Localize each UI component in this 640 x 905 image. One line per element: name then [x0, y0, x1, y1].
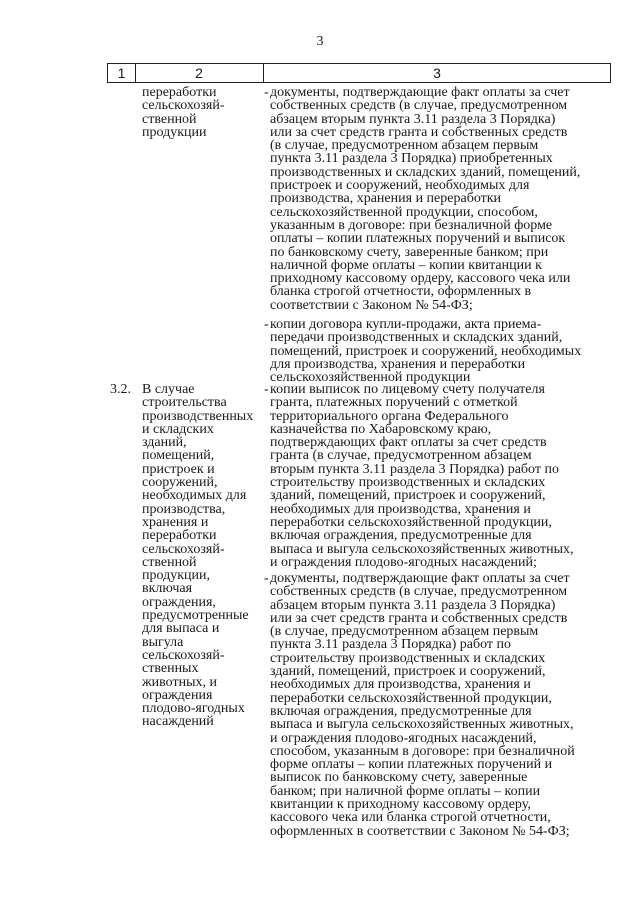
text-line: банком; при наличной форме оплаты – копии [270, 783, 541, 799]
text-line: и ограждения плодово-ягодных насаждений, [270, 730, 537, 746]
text-line: продукции [142, 124, 207, 140]
text-line: зданий, помещений, пристроек и сооружений, [270, 488, 546, 504]
header-col-3: 3 [433, 65, 441, 81]
table-header-row [107, 63, 611, 83]
text-line: (в случае, предусмотренном абзацем первым [270, 138, 539, 154]
text-line: выпаса и выгула сельскохозяйственных животных, [270, 717, 574, 733]
list-bullet: - [264, 317, 269, 332]
text-line: переработки [142, 85, 217, 100]
text-line: документы, подтверждающие факт оплаты за счет [270, 571, 570, 586]
text-line: квитанции к приходному кассовому ордеру, [270, 797, 531, 813]
text-line: территориального органа Федерального [270, 408, 509, 424]
text-line: переработки [142, 528, 217, 544]
text-line: гранта (в случае, предусмотренном абзацем [270, 448, 532, 464]
text-line: переработки сельскохозяйственной продукции, [270, 514, 552, 530]
text-line: выгула [142, 634, 184, 650]
text-line: производственных и складских зданий, помещений, [270, 164, 581, 180]
text-line: строительства [142, 395, 227, 411]
text-line: зданий, помещений, пристроек и сооружений, [270, 664, 546, 680]
text-line: сельскохозяй- [142, 647, 225, 663]
text-line: ограждения [142, 687, 213, 703]
text-line: необходимых для производства, хранения и [270, 677, 531, 693]
text-line: по банковскому счету, заверенные банком; при [270, 244, 549, 260]
text-line: или за счет средств гранта и собственных средств [270, 610, 568, 626]
text-line: производства, [142, 501, 226, 517]
text-line: способом, указанным в договоре: при безналичной [270, 743, 575, 759]
text-line: форме оплаты – копии платежных поручений и [270, 757, 553, 773]
list-bullet: - [264, 382, 269, 397]
text-line: приходному кассовому ордеру, кассового чека или [270, 271, 571, 287]
text-line: подтверждающих факт оплаты за счет средств [270, 435, 547, 451]
list-bullet: - [264, 571, 269, 586]
row-number: 3.2. [110, 382, 131, 397]
text-line: для выпаса и [142, 621, 220, 637]
text-line: пристроек и [142, 461, 215, 477]
text-line: необходимых для [142, 488, 247, 504]
text-line: пристроек и сооружений, необходимых для [270, 178, 530, 194]
text-line: включая [142, 581, 193, 597]
text-line: документы, подтверждающие факт оплаты за счет [270, 85, 570, 100]
text-line: переработки сельскохозяйственной продукции, [270, 690, 552, 706]
text-line: сельскохозяйственной продукции [270, 370, 471, 386]
text-line: насаждений [142, 714, 214, 730]
text-line: и ограждения плодово-ягодных насаждений; [270, 554, 537, 570]
row-description [142, 383, 262, 729]
text-line: собственных средств (в случае, предусмотренном [270, 584, 568, 600]
document-item [270, 86, 610, 312]
text-line: необходимых для производства, хранения и [270, 501, 531, 517]
text-line: наличной форме оплаты – копии квитанции к [270, 257, 542, 273]
text-line: кассового чека или бланка строгой отчетности, [270, 810, 551, 826]
text-line: ственной [142, 111, 197, 127]
header-col-1: 1 [108, 64, 136, 82]
text-line: собственных средств (в случае, предусмотренном [270, 98, 568, 114]
text-line: пункта 3.11 раздела 3 Порядка) работ по [270, 637, 512, 653]
text-line: строительству производственных и складских [270, 475, 546, 491]
document-item [270, 572, 610, 838]
text-line: В случае [142, 382, 195, 397]
text-line: производственных [142, 408, 254, 424]
text-line: соответствии с Законом № 54-ФЗ; [270, 297, 473, 313]
text-line: гранта, платежных поручений с отметкой [270, 395, 518, 411]
document-item [270, 318, 610, 384]
text-line: предусмотренные [142, 608, 249, 624]
text-line: помещений, [142, 448, 215, 464]
text-line: выписок по банковскому счету, заверенные [270, 770, 528, 786]
text-line: пункта 3.11 раздела 3 Порядка) приобретенных [270, 151, 553, 167]
text-line: копии выписок по лицевому счету получателя [270, 382, 545, 397]
text-line: сельскохозяй- [142, 541, 225, 557]
prev-row-description [142, 86, 262, 139]
text-line: абзацем вторым пункта 3.11 раздела 3 Порядка) [270, 111, 556, 127]
text-line: и складских [142, 421, 214, 437]
text-line: или за счет средств гранта и собственных средств [270, 124, 568, 140]
text-line: оплаты – копии платежных поручений и выписок [270, 231, 566, 247]
text-line: оформленных в соответствии с Законом № 54-ФЗ; [270, 823, 570, 839]
text-line: выпаса и выгула сельскохозяйственных животных, [270, 541, 574, 557]
text-line: казначейства по Хабаровскому краю, [270, 421, 492, 437]
text-line: вторым пункта 3.11 раздела 3 Порядка) работ по [270, 461, 559, 477]
text-line: продукции, [142, 568, 210, 584]
text-line: ственных [142, 661, 199, 677]
text-line: плодово-ягодных [142, 701, 245, 717]
text-line: хранения и [142, 514, 209, 530]
text-line: сооружений, [142, 475, 218, 491]
text-line: бланка строгой отчетности, оформленных в [270, 284, 532, 300]
text-line: ограждения, [142, 594, 216, 610]
text-line: производства, хранения и переработки [270, 191, 502, 207]
text-line: указанным в договоре: при безналичной форме [270, 217, 553, 233]
text-line: ственной [142, 554, 197, 570]
text-line: абзацем вторым пункта 3.11 раздела 3 Порядка) [270, 597, 556, 613]
text-line: зданий, [142, 435, 187, 451]
text-line: включая ограждения, предусмотренные для [270, 703, 532, 719]
text-line: сельскохозяйственной продукции, способом, [270, 204, 538, 220]
header-col-2: 2 [135, 64, 264, 82]
document-item [270, 383, 610, 569]
text-line: включая ограждения, предусмотренные для [270, 528, 532, 544]
text-line: сельскохозяй- [142, 98, 225, 114]
text-line: животных, и [142, 674, 218, 690]
text-line: для производства, хранения и переработки [270, 356, 526, 372]
text-line: (в случае, предусмотренном абзацем первым [270, 624, 539, 640]
list-bullet: - [264, 85, 269, 100]
text-line: копии договора купли-продажи, акта приема- [270, 317, 542, 332]
text-line: помещений, пристроек и сооружений, необходимых [270, 343, 582, 359]
text-line: передачи производственных и складских зданий, [270, 330, 563, 346]
text-line: строительству производственных и складских [270, 650, 546, 666]
page-number: 3 [316, 34, 324, 49]
